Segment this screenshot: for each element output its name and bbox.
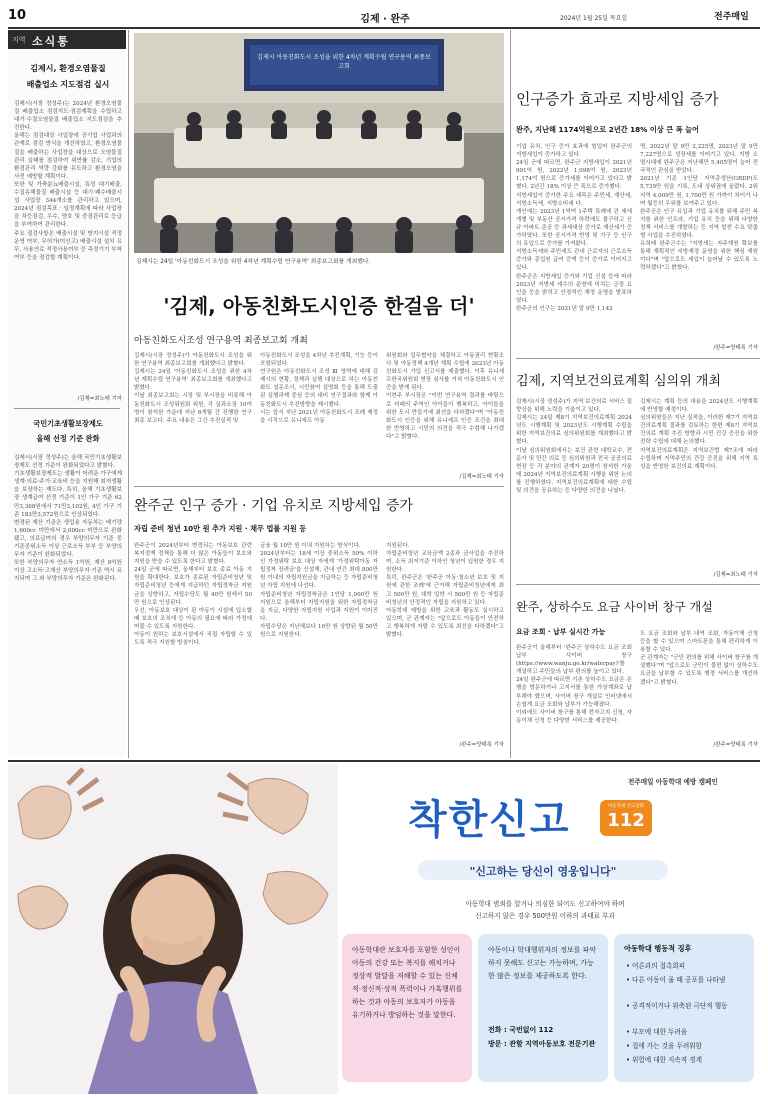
meeting-photo <box>134 33 504 253</box>
water-col2: 도 요금 조회와 납부 내역 조회, 자동이체 신청 등을 할 수 있으며 스마트폰을 통해 편리하게 이용할 수 있다. 군 관계자는 "군민 편의를 위해 사이버 창구를 개설했다"며 "앞으로도 군민이 불편 없이 상하수도 요금을 납부할 수 있도록 행정 서비스를 개선하겠다"고 밝혔다. <box>640 631 758 686</box>
tr-col2: 명, 2022년 말 9만 2,225명, 2023년 말 9만 7,227명으로 성장세를 이어가고 있다. 지방 소멸시대에 완주군은 지난해만 5,405명이 늘어 전국적인 관심을 받았다. 2021년 기준 1인당 지역총생산(GRDP)도 5,739만 원을 기록, 도내 상위권에 올랐다. 2위 지역 4,009만 원, 1,700만 원 가까이 차이가 나며 월등히 우위를 보여주고 있다. 완주군은 인구 유입과 기업 유치를 위해 주민 복지를 위한 인프라, 기업 유치 등을 위해 다양한 정책 서비스를 개발하는 등 지역 발전 수요 맞춤형 사업을 추진하였다. 유희태 완주군수는 "지방세는 자주재원 확보를 통해 계획적인 지방재정 운영을 위한 핵심 재원이다"며 "앞으로도 세입이 늘어날 수 있도록 노력하겠다"고 밝혔다. <box>640 144 758 272</box>
ad-box-reporting-phone: 전화 : 국번없이 112 <box>488 1026 554 1034</box>
ad-desc-line2: 신고하지 않은 경우 500만원 이하의 과태료 부과 <box>475 912 615 920</box>
sidebar-divider <box>14 408 120 409</box>
ad-slogan: "신고하는 당신이 영웅입니다" <box>469 865 617 878</box>
ad-sign-item-text: 부모에 대한 두려움 <box>632 1028 688 1036</box>
main-col2: 아동친화도시 조성을 4차년 추진계획, 기능 등이 포함되었다. 연구원은 아동친화도시 조성 Ⅲ 영역에 대해 김제시의 현황, 정책과 실행 대상으로 하는 아동친화도 설문조사, 시민참여 설명회 등을 통해 도출된 실행과제 중심 등의 대비 연구결과와 함께 아동친화도시 추진방향을 제시했다. 시는 앞서 지난 2021년 아동친화도시 조례 제정을 시작으로 유니세프 아동 <box>260 353 378 424</box>
ad-box-definition <box>342 934 472 1082</box>
tr-col1: 기업 유치, 인구 증가 효과에 힘입어 완주군의 지방세입이 증가하고 있다. 24일 군에 따르면, 완주군 지방세입이 2021년 991억 원, 2022년 1,098억 원, 2023년 1,174억 원으로 증가세를 이어가고 있다고 밝혔다. 2년간 18% 이상 큰 폭으로 증가했다. 지방세입이 증가한 주요 세목은 주민세, 재산세, 지방소득세, 지방소비세 다. 개인에는 2023년 1억여 1주택 특례에 관 세에 개별 및 부동산 공시가격 하락에도 불구하고 신규 아파트 준공 등 과세대상 증가로 재산세가 증가하였다. 또한 공시가격 반영 및 가구 등 인구의 유입으로 증가를 가져왔다. 지방소득세와 주민세도 관내 근로자의 근로소득증가와 종업원 급여 증액 등이 증가로 이어지고 있다. 완주군은 지방세입 증가와 기업 신설 등에 따라 2023년 지방세 세수의 운영에 미치는 긍정 요인을 등을 밝히고 안정적인 재정 운영을 발표하였다. 완주군의 인구는 2021년 말 9만 1,142 <box>516 144 632 312</box>
right-hrule-1 <box>516 358 760 359</box>
photo-banner-text: 김제시 아동친화도시 조성을 위한 4차년 계획수립 연구용역 최종보고회 <box>257 54 431 70</box>
ad-box-signs-title: 아동학대 행동적 징후 <box>624 944 692 953</box>
sidebar-vrule <box>128 30 129 758</box>
ad-box-reporting-visit: 방문 : 관할 지역아동보호 전문기관 <box>488 1040 596 1048</box>
ad-sign-item: • 다른 아동이 울 때 공포를 나타냄 <box>626 976 726 984</box>
ad-title: 착한신고 <box>408 797 571 843</box>
tr-subhead: 완주, 지난해 1174억원으로 2년간 18% 이상 큰 폭 늘어 <box>516 125 699 134</box>
health-col1: 김제시(시장 정성주)가 지역 보건의료 서비스 질향상을 위해 노력을 기울이고 있다. 김제시는 24일 제8기 지역보건의료계획 2024년도 시행계획 및 2023년도 시행계획 수립을 위한 지역보건의료 심의위원회를 개최했다고 밝혔다. 이날 심의위원회에서는 보건 관련 대학교수, 전문가 및 민간 의료 등 심의위원과 전국 공공의료 현장 등 각 분야의 관계자 20명이 참석한 가운데 2024년 지역보건의료계획 시행을 위한 논의를 진행하였다. 지역보건의료계획에 대한 수립 및 의견을 공유하는 등 다양한 의견을 나눴다. <box>516 399 632 495</box>
sidebar-column <box>8 30 126 758</box>
wanju-subhead: 자립 준비 청년 10만 원 추가 지원 · 채무 법률 지원 등 <box>134 524 307 533</box>
ad-badge-number: 112 <box>607 810 645 831</box>
water-byline: /완주=양태록 기자 <box>713 742 758 748</box>
ad-sign-item: • 위험에 대한 지속적 경계 <box>626 1056 702 1064</box>
ad-sign-item: • 집에 가는 것을 두려워함 <box>626 1042 702 1050</box>
header-rule <box>8 27 760 29</box>
sidebar-story1-byline: /김제=최노태 기자 <box>77 396 122 402</box>
sidebar-label-small: 지역 <box>12 36 26 44</box>
sidebar-story2-title: 국민기초생활보장제도 올해 선정 기준 완화 <box>33 419 103 443</box>
photo-caption: 김제시는 24일 '아동친화도시 조성을 위한 4차년 계획수립 연구용역' 최종보고회를 개최했다. <box>136 259 371 265</box>
main-byline: /김제=최노태 기자 <box>459 474 504 480</box>
main-subhead: 아동친화도시조성 연구용역 최종보고회 개최 <box>134 336 308 346</box>
ad-hotline-badge <box>600 800 652 836</box>
ad-sign-item-text: 어른과의 접촉회피 <box>632 962 686 970</box>
ad-sign-item: • 부모에 대한 두려움 <box>626 1028 688 1036</box>
wanju-col2: 금융 월 10만 원 이내 지원하는 방식이다. 2024년부터는 18세 이상 중위소득 50% 이하인 가정위탁 보호 대상 자에게 '가정위탁아동 자립정착 장려금'을 신설해, 관내 연간 최대 800만 원 이내의 자립지원금을 지급하는 등 자립준비청년 자립 지원에 나선다. 자립준비청년 자립정착금은 1인당 1,000만 원 지원으로 올해부터 자립지원을 위한 자립정착금을 지급, 다양한 자립지원 사업과 지원이 이어진다. 자립수당은 지난해보다 10만 원 상향된 월 50만 원으로 지원한다. <box>260 543 378 639</box>
newspaper-name: 전주매일 <box>714 12 749 22</box>
ad-sign-item: • 어른과의 접촉회피 <box>626 962 686 970</box>
ad-sign-item-text: 위험에 대한 지속적 경계 <box>632 1056 702 1064</box>
ad-campaign-label: 전주매일 아동학대 예방 캠페인 <box>628 778 718 786</box>
water-subhead: 요금 조회 · 납부 실시간 가능 <box>516 628 606 636</box>
ad-sign-item-text: 공격적이거나 위축된 극단적 행동 <box>632 1002 728 1010</box>
water-headline: 완주, 상하수도 요금 사이버 창구 개설 <box>516 600 713 614</box>
sidebar-story1-body: 김제시(시장 정성주)는 2024년 환경오염물질 배출업소 점검지도·점검계획을 수립하고 대기·수질오염물질 배출업소 지도점검을 추진한다. 올해는 점검대상 사업장에 공기업 사업과의 관계로 점검 방식을 개선하였고, 환경오염물질을 배출하는 사업장을 대상으로 오염물질 관리 실태를 점검하여 위반률 감소, 기업의 환경관리 역량 강화를 유도하고 환경오염을 사전 예방할 계획이다. 또한 및 가축분뇨배출시설, 특정 대기배출, 수질유해물질 배출시설 등 대기·폐수배출시설 사업장 344개소를 관리하고 있으며, 2024년 점검목표 · 일정계획에 따라 사업장을 차등점검, 우수, 양호 및 중점관리로 등급을 부여하여 관리한다. 주요 점검사항은 배출시설 및 방지시설 적정 운영 여부, 무허가(미신고) 배출시설 설치 유무, 사용연료 적정사용여부 등 측정기기 부착 여부 등을 점검할 계획이다. <box>14 101 122 261</box>
main-col1: 김제시(시장 정성주)가 아동친화도시 조성을 위한 연구용역 최종보고회를 개최했다고 밝혔다. 김제시는 24일 '아동친화도시 조성을 위한 4차년 계획수립 연구용역' 최종보고회를 개최했다고 밝혔다. 이날 최종보고회는 시장 및 부시장을 비롯해 아동친화도시 조성위원회 위원, 각 실과소장 10여명이 참석한 가운데 지난 6개월 간 진행한 연구 최종 보고다. 주요 내용은 그간 추진실적 및 <box>134 353 252 424</box>
health-col2: 김제시는 계획 등의 내용을 2024년도 시행계획에 반영할 예정이다. 심의위원들은 지난 실적을, 이러한 제7기 지역보건의료계획 결과를 검토하는 한편 제8기 지역보건의료 계획 추진 방향과 시민 건강 증진을 위한 전략 수립에 대해 논의했다. 지역보건의료계획은 지역보건법 제7조에 따라 수립하며 지역주민의 건강 증진을 위해 지역 특성을 반영한 보건의료 계획이다. <box>640 399 758 470</box>
issue-date: 2024년 1월 25일 목요일 <box>560 15 628 22</box>
water-col1: 완주군이 올해부터 '완주군 상하수도 요금 조회 납부 사이버 창구(https://www.wanju.go.kr/waterpay)'를 개설하고 주민들의 납부 편의를 높이고 있다. 24일 완주군에 따르면 기존 상하수도 요금은 은행을 방문하거나 고지서를 통한 가상계좌로 납부해야 했으며, 사이버 창구 개설로 인터넷에서 손쉽게 요금 조회와 납부가 가능해졌다. 이외에도 사이버 창구를 통해 전자고지 신청, 자동이체 신청 등 다양한 서비스를 제공한다. <box>516 645 632 724</box>
center-hrule <box>134 486 504 487</box>
ad-sign-item-text: 집에 가는 것을 두려워함 <box>632 1042 702 1050</box>
ad-box-reporting-text: 아동이나 학대행위자의 정보를 파악하지 못해도 신고는 가능하며, 가능한 많은 정보를 제공하도록 한다. <box>488 946 597 980</box>
main-headline: '김제, 아동친화도시인증 한걸음 더' <box>163 294 475 318</box>
wanju-col3: 지원된다. 자립준비청년 교육금액 2종과 금사업을 추진하며, 소득 최저기준 이하인 청년이 입원한 경우 지원한다. 특히, 완주군은 '완주군 아동·청소년 보호 및 지원에 관한 조례'에 근거해 자립준비청년에게 최고 500만 원, 대학 입학 시 500만 원 등 자립준비청년의 안정적인 자립을 지원하고 있다. 아동학대 예방을 위한 교육과 활동도 실시하고 있으며, 군 관계자는 "앞으로도 아동들이 안전하고 행복하게 자랄 수 있도록 최선을 다하겠다"고 밝혔다. <box>386 543 504 639</box>
tr-byline: /완주=양태록 기자 <box>713 345 758 351</box>
ad-box-reporting <box>478 934 608 1082</box>
ad-desc-line1: 아동학대 범죄를 알거나 의심한 되어도 신고하여야 하며 <box>465 900 625 908</box>
ad-box-signs <box>614 934 754 1082</box>
wanju-byline: /완주=양태록 기자 <box>459 742 504 748</box>
sidebar-story2-body: 김제시(시장 정성주)는 올해 국민기초생활보장제도 선정 기준이 완화되었다고 밝혔다. 기초생활보장제도는 생활이 어려운 가구에게 생계·의료·주거·교육비 등을 지원해 최저생활을 보장하는 제도다. 특히, 올해 기초생활보장 생계급여 선정 기준이 1인 가구 기준 62만3,368원에서 71만3,102원, 4인 가구 기준 183만3,572원으로 인상되었다. 변경된 재산 기준은 생업용 자동차는 배기량 1,600cc 미만에서 2,000cc 미만으로 완화됐고, 의료급여의 경우 부양의무자 기준 중 기준중위소득 이상 근로소득 부부 등 부양의무자 기준이 완화되었다. 또한 부양의무자 연소득 1억원, 재산 9억원 이상 고소득·고재산 부양의무자 기준 역시 유지되며 그 외 부양의무자 기준은 완화된다. <box>14 455 122 583</box>
health-byline: /김제=최노태 기자 <box>713 572 758 578</box>
campaign-ad <box>8 764 760 1094</box>
section-title: 김제 · 완주 <box>360 14 410 25</box>
ad-badge-label: 아동학대 신고전화 <box>607 804 645 809</box>
right-hrule-2 <box>516 584 760 585</box>
center-vrule <box>510 30 511 758</box>
page-number: 10 <box>8 8 27 23</box>
sidebar-story1-title: 김제시, 환경오염물질 배출업소 지도점검 실시 <box>26 64 110 89</box>
ad-illustration <box>8 764 338 1094</box>
ad-sign-item-text: 다른 아동이 울 때 공포를 나타냄 <box>632 976 726 984</box>
ad-top-rule <box>8 760 760 762</box>
ad-box-definition-text: 아동학대란 보호자를 포함한 성인이 아동의 건강 또는 복지를 해치거나 정상적 발달을 저해할 수 있는 신체적·정신적·성적 폭력이나 가혹행위를 하는 것과 아동의 보호자가 아동을 유기하거나 방임하는 것을 말한다. <box>352 946 463 1019</box>
tr-headline: 인구증가 효과로 지방세입 증가 <box>516 90 719 108</box>
ad-sign-item: • 공격적이거나 위축된 극단적 행동 <box>626 1002 728 1010</box>
health-headline: 김제, 지역보건의료계획 심의위 개최 <box>516 374 721 389</box>
wanju-headline: 완주군 인구 증가 · 기업 유치로 지방세입 증가 <box>134 498 414 514</box>
wanju-col1: 완주군이 2024년부터 변경되는 아동보호 관련 복지정책 정책을 통해 더 많은 아동들이 보호와 지원을 받을 수 있도록 한다고 밝혔다. 24일 군에 따르면, 올해부터 보호 종료 아동 지원을 확대한다. 보호가 종료된 자립준비청년 및 자립준비청년 등에게 지급하던 자립정착금 지원금을 상향하고, 자립수당도 월 40만 원에서 50만 원으로 인상된다. 우선, 아동보호 대상이 된 아동이 시설에 입소할 때 보호의 조치에 등 아동의 필요에 따라 가정에 머물 수 있도록 지원한다. 아동이 원하는 보호시설에서 직접 자립할 수 있도록 적극 지원할 방침이다. <box>134 543 252 647</box>
sidebar-label-big: 소식통 <box>32 35 70 48</box>
main-col3: 위원회와 업무협약을 체결하고 아동권리 현황조사 및 아동정책 4개년 계획 수립에 2023년 아동친화도시 가입 신고서를 제출했다. 이후 유니세프한국위원회 현장 심사를 거쳐 아동친화도시 인증을 받게 된다. 이현주 부시장은 "이번 연구용역 결과를 바탕으로 미래의 주역인 아이들이 행복하고, 아이들을 위한 도시 만들기에 최선을 다하겠다"며 "아동친화도시 인증을 위해 유니세프 인증 조건을 최대한 반영하고 시민의 의견을 적극 수렴해 나가겠다"고 밝혔다. <box>386 353 504 440</box>
